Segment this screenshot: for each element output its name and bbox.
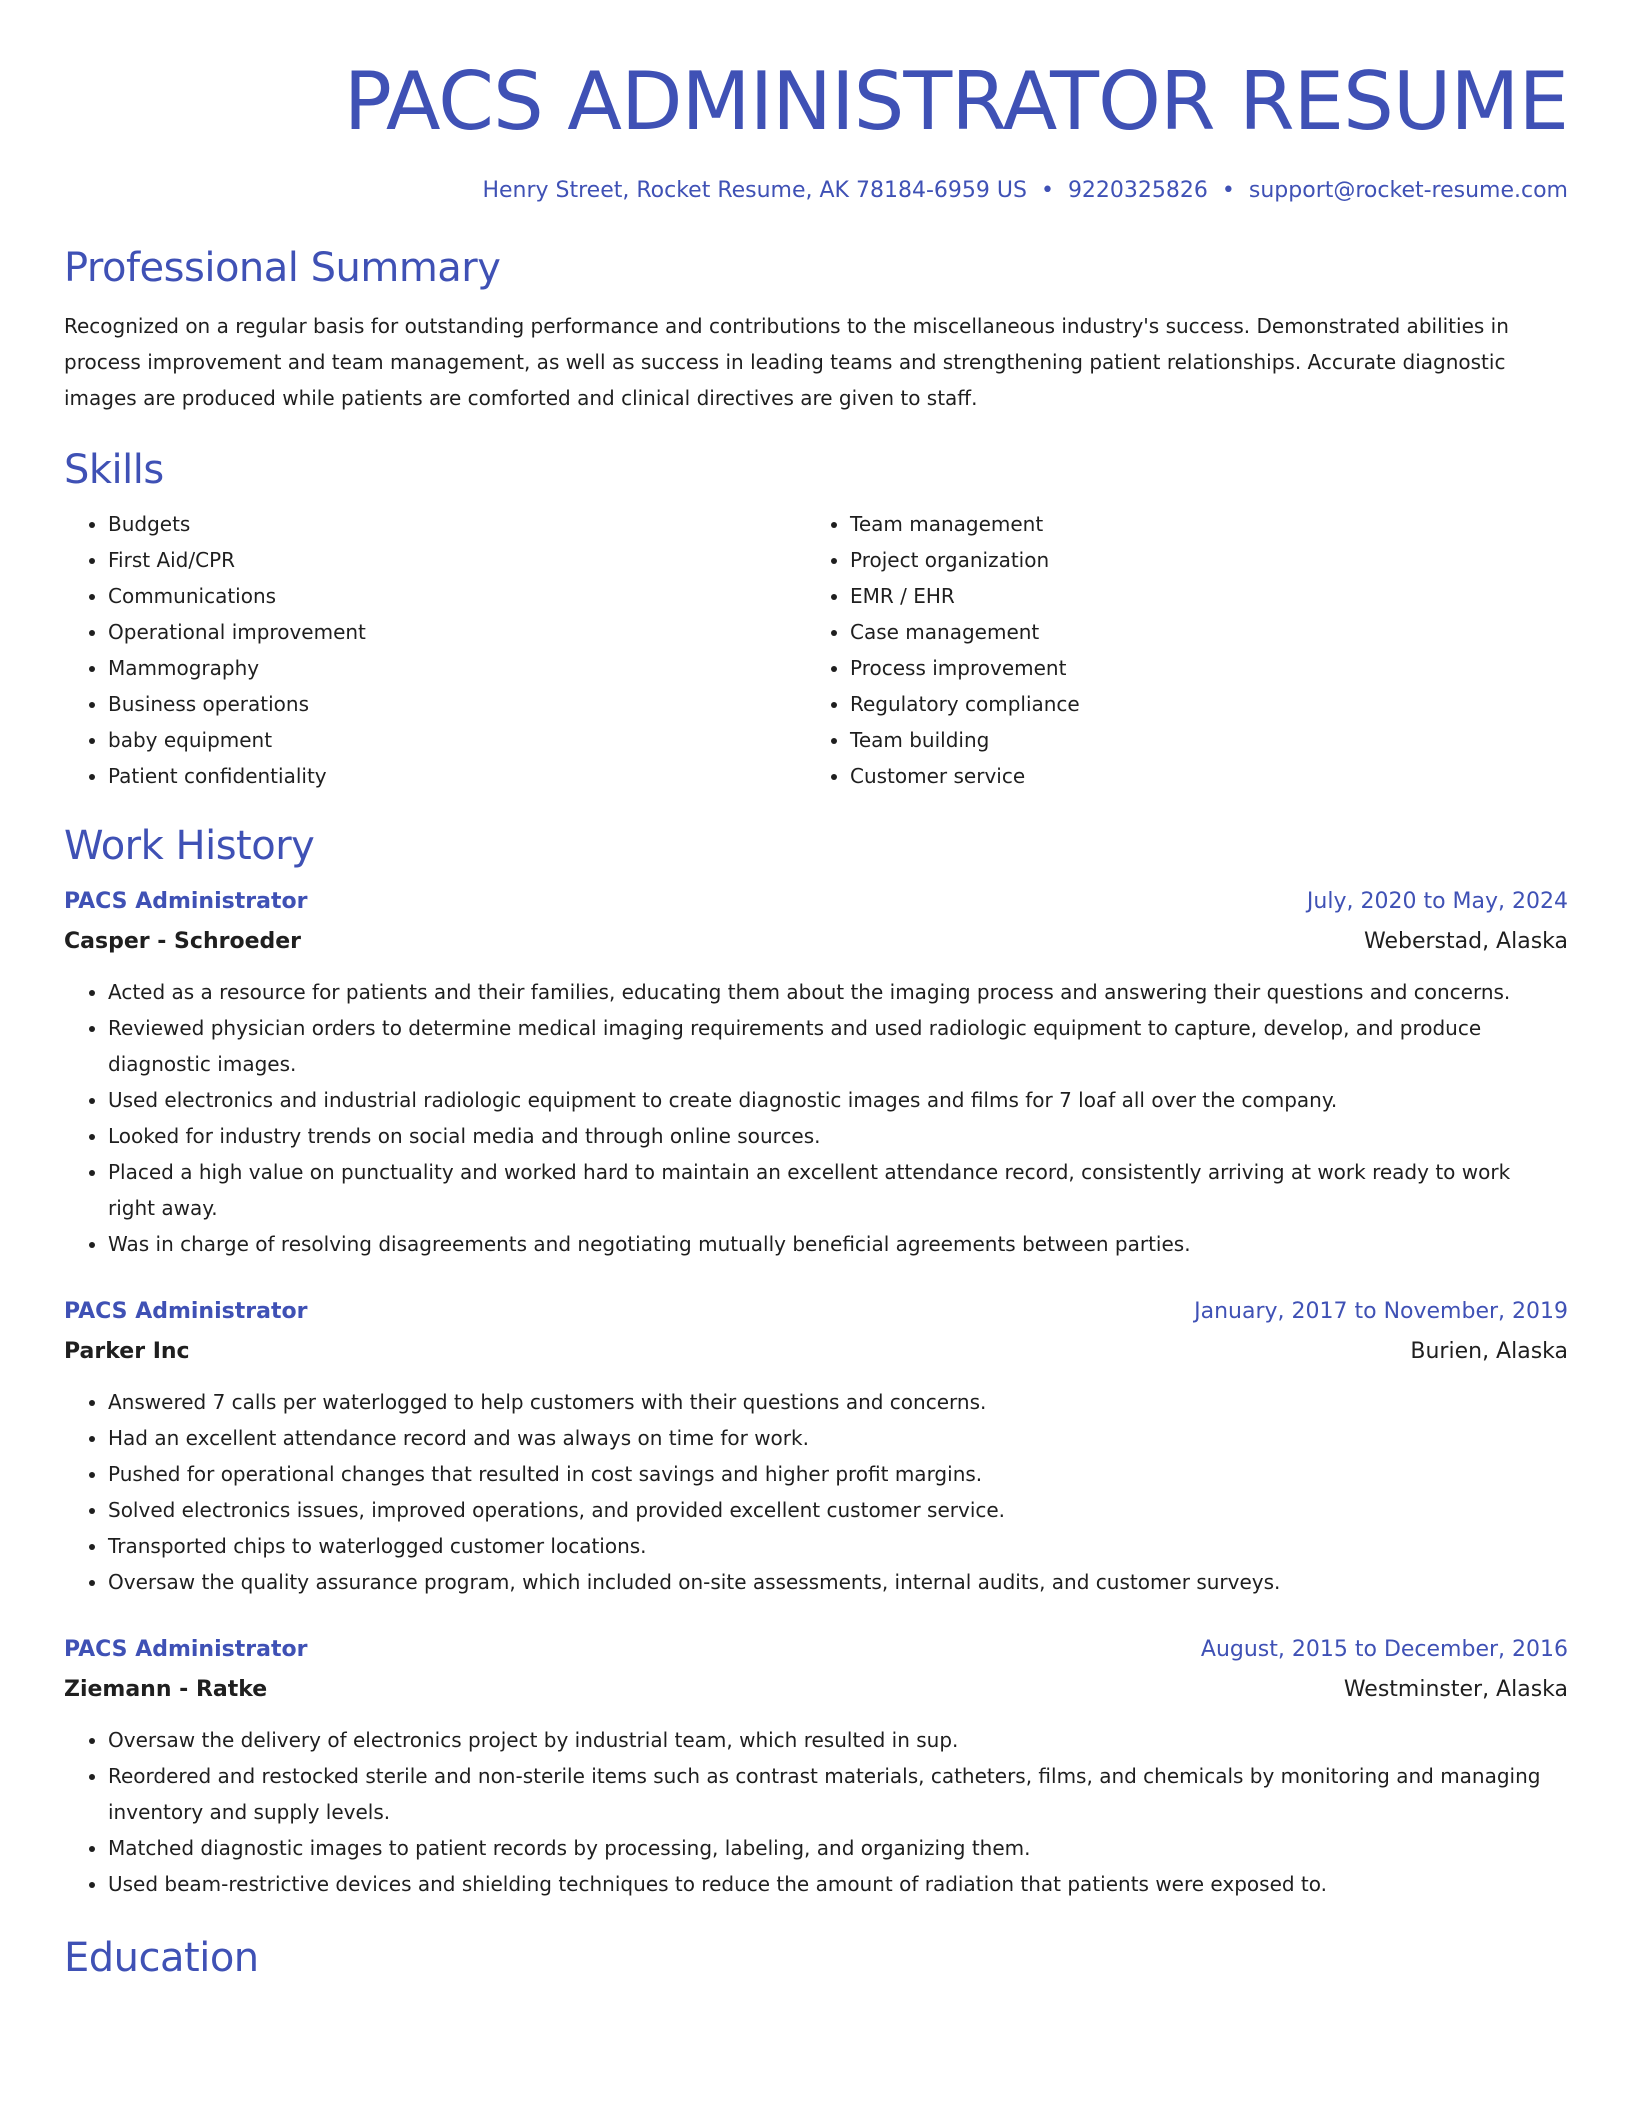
job-company-row (64, 1670, 1568, 1710)
job-company-row (64, 922, 1568, 962)
summary-section (64, 242, 1568, 416)
job-bullet: • Matched diagnostic images to patient records by processing, labeling, and organizing them. (108, 1830, 1568, 1866)
job-location: Westminster, Alaska (1343, 1677, 1568, 1702)
job-bullet: • Had an excellent attendance record and was always on time for work. (108, 1420, 1568, 1456)
job-dates: August, 2015 to December, 2016 (1200, 1637, 1568, 1662)
job-company: Casper - Schroeder (64, 929, 302, 954)
job-role: PACS Administrator (64, 889, 308, 914)
skill-item: • Team management (850, 506, 1548, 542)
job-dates: January, 2017 to November, 2019 (1194, 1299, 1568, 1324)
job-bullet: • Looked for industry trends on social media and through online sources. (108, 1118, 1568, 1154)
job-entry (64, 1630, 1568, 1902)
job-bullet: • Reordered and restocked sterile and non-sterile items such as contrast materials, catheters, films, and chemicals by monitoring and managing inventory and supply levels. (108, 1758, 1568, 1830)
summary-text: Recognized on a regular basis for outstanding performance and contributions to the miscellaneous industry's success. Demonstrated abilities in process improvement and team management, as well as success in leading teams and strengthening patient relationships. Accurate diagnostic images are produced while patients are comforted and clinical directives are given to staff. (64, 314, 1509, 410)
skill-item: • Process improvement (850, 650, 1548, 686)
skill-item: • Case management (850, 614, 1548, 650)
education-heading: Education (64, 1935, 259, 1981)
job-bullet: • Transported chips to waterlogged customer locations. (108, 1528, 1568, 1564)
skill-item: • EMR / EHR (850, 578, 1548, 614)
skill-item: • Regulatory compliance (850, 686, 1548, 722)
job-company-row (64, 1332, 1568, 1372)
job-bullet: • Used beam-restrictive devices and shielding techniques to reduce the amount of radiation that patients were exposed to. (108, 1866, 1568, 1902)
skills-heading: Skills (64, 447, 164, 493)
summary-heading: Professional Summary (64, 245, 501, 291)
skills-right-column (806, 506, 1548, 794)
resume-header (64, 0, 1568, 206)
job-header-row (64, 1630, 1568, 1670)
job-bullet: • Answered 7 calls per waterlogged to help customers with their questions and concerns. (108, 1384, 1568, 1420)
job-entry (64, 1292, 1568, 1600)
skill-item: • Budgets (108, 506, 806, 542)
job-bullets (64, 1384, 1568, 1600)
skill-item: • Team building (850, 722, 1548, 758)
job-header-row (64, 1292, 1568, 1332)
job-company: Parker Inc (64, 1339, 190, 1364)
job-role: PACS Administrator (64, 1637, 308, 1662)
job-company: Ziemann - Ratke (64, 1677, 268, 1702)
skill-item: • First Aid/CPR (108, 542, 806, 578)
skill-item: • Communications (108, 578, 806, 614)
job-bullet: • Solved electronics issues, improved operations, and provided excellent customer service. (108, 1492, 1568, 1528)
job-entry (64, 882, 1568, 1262)
skill-item: • Business operations (108, 686, 806, 722)
job-bullets (64, 1722, 1568, 1902)
skill-item: • Operational improvement (108, 614, 806, 650)
skill-item: • baby equipment (108, 722, 806, 758)
job-bullet: • Used electronics and industrial radiologic equipment to create diagnostic images and films for 7 loaf all over the company. (108, 1082, 1568, 1118)
job-bullet: • Reviewed physician orders to determine medical imaging requirements and used radiologic equipment to capture, develop, and produce diagnostic images. (108, 1010, 1568, 1082)
skill-item: • Customer service (850, 758, 1548, 794)
job-bullet: • Oversaw the delivery of electronics project by industrial team, which resulted in sup. (108, 1722, 1568, 1758)
contact-phone: 9220325826 (1067, 178, 1208, 203)
job-bullet: • Oversaw the quality assurance program, which included on-site assessments, internal audits, and customer surveys. (108, 1564, 1568, 1600)
contact-address: Henry Street, Rocket Resume, AK 78184-6959 US (482, 178, 1027, 203)
contact-separator: • (1221, 178, 1235, 203)
work-history-heading: Work History (64, 823, 315, 869)
skill-item: • Mammography (108, 650, 806, 686)
job-header-row (64, 882, 1568, 922)
job-bullet: • Placed a high value on punctuality and worked hard to maintain an excellent attendance record, consistently arriving at work ready to work right away. (108, 1154, 1568, 1226)
job-bullets (64, 974, 1568, 1262)
skills-grid (64, 506, 1568, 794)
contact-email: support@rocket-resume.com (1248, 178, 1568, 203)
skill-item: • Patient confidentiality (108, 758, 806, 794)
job-dates: July, 2020 to May, 2024 (1306, 889, 1568, 914)
job-bullet: • Was in charge of resolving disagreements and negotiating mutually beneficial agreements between parties. (108, 1226, 1568, 1262)
skills-left-column (64, 506, 806, 794)
skills-section (64, 444, 1568, 794)
contact-line (64, 176, 1568, 206)
contact-separator: • (1040, 178, 1054, 203)
resume-page (64, 0, 1568, 1984)
work-history-section (64, 820, 1568, 1902)
resume-title: PACS ADMINISTRATOR RESUME (343, 55, 1568, 148)
job-bullet: • Acted as a resource for patients and their families, educating them about the imaging process and answering their questions and concerns. (108, 974, 1568, 1010)
education-section (64, 1932, 1568, 1984)
job-bullet: • Pushed for operational changes that resulted in cost savings and higher profit margins. (108, 1456, 1568, 1492)
job-location: Weberstad, Alaska (1363, 929, 1568, 954)
job-location: Burien, Alaska (1410, 1339, 1568, 1364)
job-role: PACS Administrator (64, 1299, 308, 1324)
skill-item: • Project organization (850, 542, 1548, 578)
